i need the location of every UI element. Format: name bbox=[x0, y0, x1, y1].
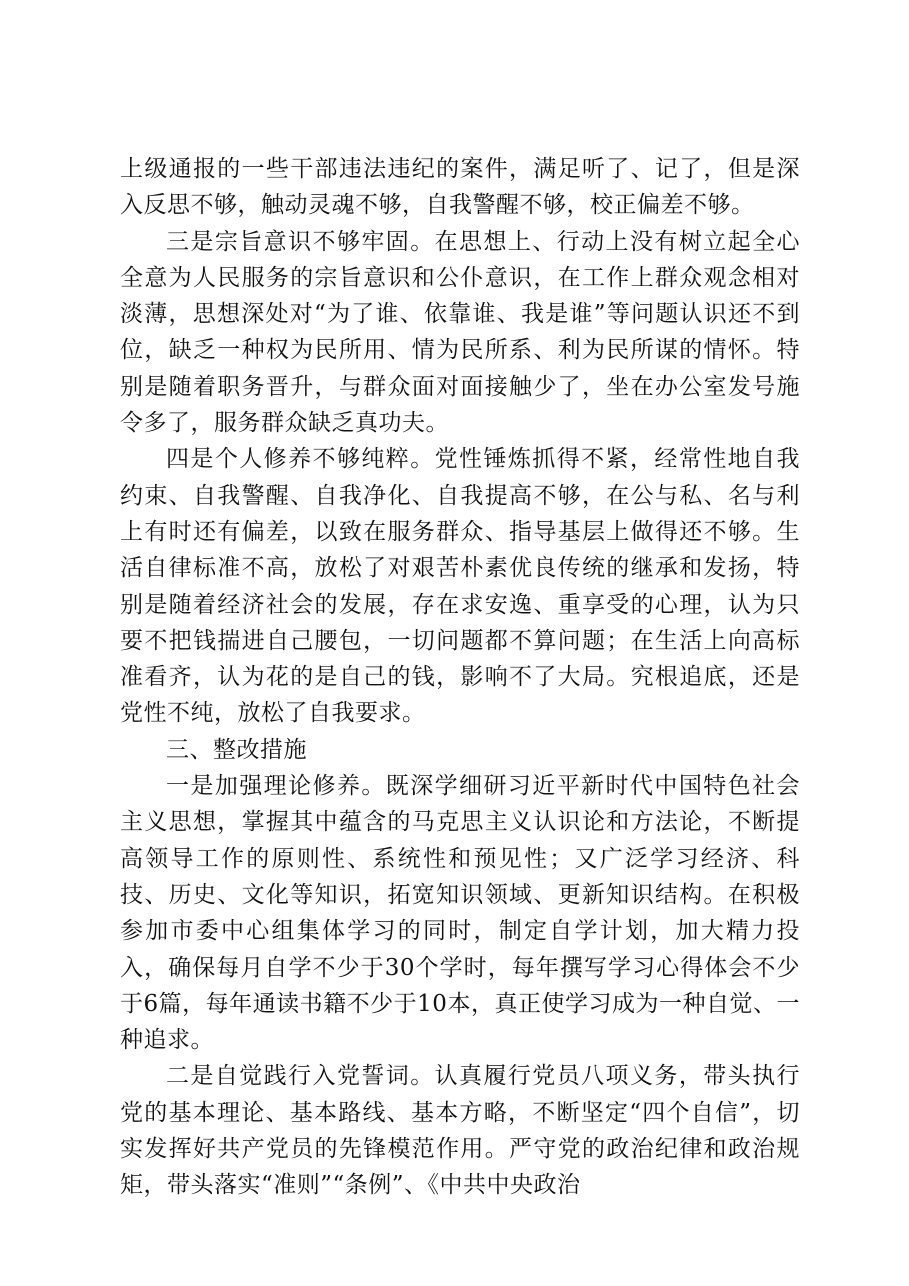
section-heading-rectification: 三、整改措施 bbox=[166, 736, 307, 763]
paragraph-purpose-awareness: 三是宗旨意识不够牢固。在思想上、行动上没有树立起全心全意为人民服务的宗旨意识和公仆意识，在工作上群众观念相对淡薄，思想深处对“为了谁、依靠谁、我是谁”等问题认识还不到位，缺乏一种权为民所用、情为民所系、利为民所谋的情怀。特别是随着职务晋升，与群众面对面接触少了，坐在办公室发号施令多了，服务群众缺乏真功夫。 bbox=[120, 228, 800, 437]
paragraph-personal-cultivation: 四是个人修养不够纯粹。党性锤炼抓得不紧，经常性地自我约束、自我警醒、自我净化、自我提高不够，在公与私、名与利上有时还有偏差，以致在服务群众、指导基层上做得还不够。生活自律标准不高，放松了对艰苦朴素优良传统的继承和发扬，特别是随着经济社会的发展，存在求安逸、重享受的心理，认为只要不把钱揣进自己腰包，一切问题都不算问题；在生活上向高标准看齐，认为花的是自己的钱，影响不了大局。究根追底，还是党性不纯，放松了自我要求。 bbox=[120, 446, 800, 727]
document-body bbox=[120, 151, 800, 1204]
paragraph-theory-cultivation: 一是加强理论修养。既深学细研习近平新时代中国特色社会主义思想，掌握其中蕴含的马克思主义认识论和方法论，不断提高领导工作的原则性、系统性和预见性；又广泛学习经济、科技、历史、文化等知识，拓宽知识领域、更新知识结构。在积极参加市委中心组集体学习的同时，制定自学计划，加大精力投入，确保每月自学不少于30个学时，每年撰写学习心得体会不少于6篇，每年通读书籍不少于10本，真正使学习成为一种自觉、一种追求。 bbox=[120, 773, 800, 1054]
paragraph-party-oath: 二是自觉践行入党誓词。认真履行党员八项义务，带头执行党的基本理论、基本路线、基本方略，不断坚定“四个自信”，切实发挥好共产党员的先锋模范作用。严守党的政治纪律和政治规矩，带头落实“准则”“条例”、《中共中央政治 bbox=[120, 1063, 800, 1199]
paragraph-continuation: 上级通报的一些干部违法违纪的案件，满足听了、记了，但是深入反思不够，触动灵魂不够，自我警醒不够，校正偏差不够。 bbox=[120, 156, 800, 219]
